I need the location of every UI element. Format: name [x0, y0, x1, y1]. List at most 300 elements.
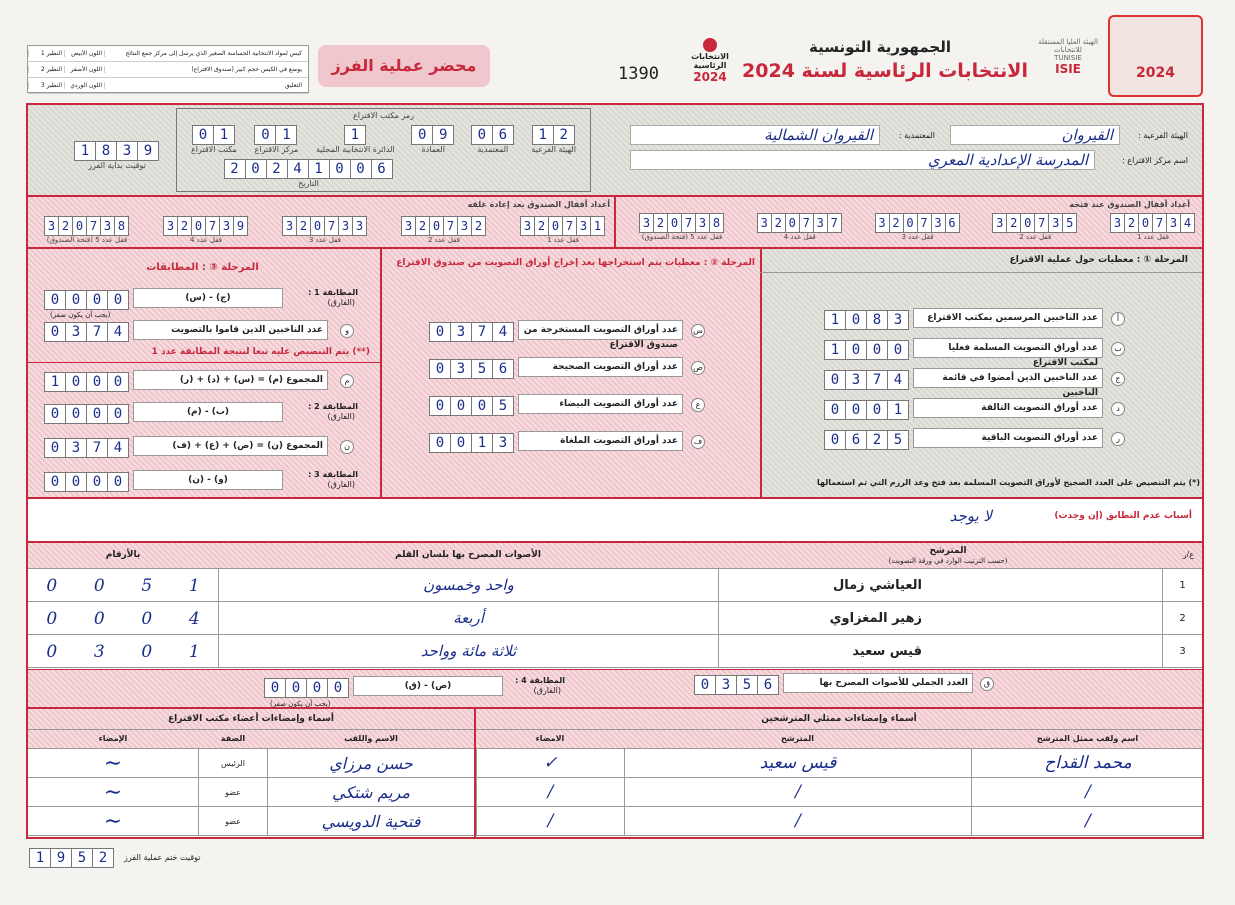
digit-box[interactable]: 1 [824, 310, 846, 330]
digit-box[interactable]: 9 [50, 848, 72, 868]
lock-field [521, 215, 605, 244]
total-digits [695, 674, 779, 695]
stage3-note: (**) يتم التنصيص عليه تبعا لنتيجة المطابقة عدد 1 [151, 347, 370, 357]
digit-box[interactable]: 2 [58, 216, 73, 236]
digit-box[interactable]: 3 [639, 213, 654, 233]
digit-box[interactable]: 3 [520, 216, 535, 236]
digit-box[interactable]: 5 [492, 396, 514, 416]
digit-box[interactable]: 0 [824, 430, 846, 450]
serial-number: 1390 [618, 64, 659, 84]
locks-after-title: أعداد أقفال الصندوق بعد إعادة غلقه [467, 200, 610, 209]
stage-row [430, 320, 710, 350]
digit-box[interactable]: 2 [296, 216, 311, 236]
digit-box[interactable]: 0 [845, 340, 867, 360]
digit-box[interactable]: 3 [1048, 213, 1063, 233]
stage-row-label: عدد أوراق التصويت البيضاء [518, 394, 683, 414]
digit-box[interactable]: 0 [824, 370, 846, 390]
digit-box[interactable]: 0 [429, 396, 451, 416]
digit-box[interactable]: 3 [100, 216, 115, 236]
lock-digits [993, 212, 1077, 231]
legend-row [28, 78, 308, 94]
m2-digits [45, 403, 129, 424]
digit-box[interactable]: 3 [219, 216, 234, 236]
cand-h-digits: بالأرقام [105, 550, 141, 560]
candidate-row [28, 569, 1202, 602]
digit-box[interactable]: 3 [450, 359, 472, 379]
digit-box[interactable]: 0 [65, 290, 87, 310]
center-row [630, 150, 1200, 172]
digit-box[interactable]: 0 [107, 372, 129, 392]
digit-box[interactable]: 2 [1006, 213, 1021, 233]
digit-box[interactable]: 3 [401, 216, 416, 236]
digits [695, 674, 779, 693]
rep-name: محمد القداح [971, 749, 1204, 778]
digit-box[interactable]: 0 [72, 216, 87, 236]
m3-digits [45, 471, 129, 492]
digit-box[interactable]: 0 [44, 290, 66, 310]
digit-box[interactable]: 0 [86, 404, 108, 424]
stage3-n [45, 436, 363, 458]
digit-box[interactable]: 0 [191, 216, 206, 236]
cand-h-name-sub: (حسب الترتيب الوارد في ورقة التصويت) [888, 557, 1008, 565]
digit-box[interactable]: 8 [95, 141, 117, 161]
member-role: الرئيس [198, 749, 268, 778]
digit-box[interactable]: 2 [889, 213, 904, 233]
n-letter: ن [340, 440, 354, 454]
stage2-title: المرحلة ② : معطيات يتم استخراجها بعد إخراج أوراق التصويت من صندوق الاقتراع [396, 258, 755, 268]
stage1-note: (*) يتم التنصيص على العدد الصحيح لأوراق التصويت المسلمة بعد فتح وعد الرزم التي تم استعمالها [816, 478, 1200, 487]
digit-box[interactable]: 1 [590, 216, 605, 236]
digit-box[interactable]: 0 [107, 472, 129, 492]
digit-box[interactable]: 0 [903, 213, 918, 233]
digit-box[interactable]: 2 [653, 213, 668, 233]
digit-box[interactable]: 2 [1124, 213, 1139, 233]
lock-digits [283, 215, 367, 234]
locks-after [45, 215, 605, 244]
legend-row [28, 62, 308, 78]
digit-box[interactable]: 0 [429, 433, 451, 453]
w-label: عدد الناخبين الذين قاموا بالتصويت [133, 320, 328, 340]
logo-text: الانتخابات الرئاسية [691, 52, 729, 70]
n-label: المجموع (ن) = (ص) + (ع) + (ف) [133, 436, 328, 456]
digit-box[interactable]: 2 [177, 216, 192, 236]
stage-row-label: عدد أوراق التصويت الباقية [913, 428, 1103, 448]
digit-box[interactable]: 6 [492, 125, 514, 145]
reps-title: أسماء وإمضاءات ممثلي المترشحين [476, 709, 1202, 729]
stage-row [825, 428, 1125, 450]
digit-box[interactable]: 7 [799, 213, 814, 233]
digit-box[interactable]: 6 [757, 675, 779, 695]
stage-row-letter: ر [1111, 432, 1125, 446]
lock-label: قفل عدد 1 [1136, 233, 1170, 241]
digit-box[interactable]: 3 [457, 216, 472, 236]
rep-row [476, 778, 1202, 807]
digit-box[interactable]: 2 [415, 216, 430, 236]
digit-box[interactable]: 6 [845, 430, 867, 450]
cand-h-name: المترشح [929, 546, 967, 556]
id-field-digits [412, 124, 454, 143]
m-label: المجموع (م) = (س) + (د) + (ر) [133, 370, 328, 390]
candidate-name: زهير المغزاوي [718, 602, 1162, 635]
digit-box[interactable]: 0 [107, 404, 129, 424]
lock-label: قفل عدد 2 [427, 236, 461, 244]
isie-logo [1038, 38, 1098, 93]
delegation-value: القيروان الشمالية [630, 125, 880, 145]
digit-box[interactable]: 7 [681, 213, 696, 233]
total-votes [695, 673, 995, 695]
digit-box[interactable]: 9 [137, 141, 159, 161]
m1-digits [45, 289, 129, 310]
digit-box[interactable]: 0 [845, 400, 867, 420]
digit-box[interactable]: 7 [324, 216, 339, 236]
digit-box[interactable]: 7 [471, 322, 493, 342]
digit-box[interactable]: 5 [887, 430, 909, 450]
digit-box[interactable]: 2 [771, 213, 786, 233]
digit-box[interactable]: 1 [887, 400, 909, 420]
lock-label: قفل عدد 5 (فتحة الصندوق) [641, 233, 723, 241]
digit-box[interactable]: 3 [695, 213, 710, 233]
digit-box[interactable]: 9 [432, 125, 454, 145]
lock-digits [45, 215, 129, 234]
digit-box[interactable]: 1 [471, 433, 493, 453]
digit-box[interactable]: 3 [1166, 213, 1181, 233]
digit-box[interactable]: 3 [492, 433, 514, 453]
id-field [316, 124, 395, 154]
digit-box[interactable]: 6 [371, 159, 393, 179]
reps-section [474, 709, 1202, 837]
digit-box[interactable]: 7 [1152, 213, 1167, 233]
id-field-digits [255, 124, 297, 143]
digit-box[interactable]: 1 [532, 125, 554, 145]
digits [45, 321, 129, 340]
stage-row-letter: ب [1111, 342, 1125, 356]
digit-box[interactable]: 7 [827, 213, 842, 233]
digit-box[interactable]: 3 [44, 216, 59, 236]
digit-box[interactable]: 0 [44, 472, 66, 492]
mem-h-name: الاسم واللقب [344, 734, 398, 743]
stage-row-digits [430, 395, 514, 416]
vote-digit: 4 [188, 608, 200, 629]
stage3-m2 [45, 402, 363, 424]
digit-box[interactable]: 4 [492, 322, 514, 342]
lock-label: قفل عدد 3 [308, 236, 342, 244]
m2-formula: (ب) - (م) [133, 402, 283, 422]
id-field [531, 124, 576, 154]
m4-sub: (الفارق) [533, 686, 561, 695]
start-time-digits [75, 140, 159, 159]
digit-box[interactable]: 2 [92, 848, 114, 868]
rep-name: / [971, 807, 1204, 836]
candidate-votes-words: أربعة [218, 602, 718, 635]
digit-box[interactable]: 3 [338, 216, 353, 236]
digit-box[interactable]: 0 [866, 340, 888, 360]
digit-box[interactable]: 0 [329, 159, 351, 179]
digit-box[interactable]: 3 [715, 675, 737, 695]
digit-box[interactable]: 0 [86, 372, 108, 392]
digit-box[interactable]: 3 [887, 310, 909, 330]
digit-box[interactable]: 1 [275, 125, 297, 145]
digit-box[interactable]: 0 [1020, 213, 1035, 233]
date-label: التاريخ [298, 179, 319, 188]
digit-box[interactable]: 0 [429, 216, 444, 236]
candidate-num: 2 [1162, 602, 1202, 635]
digit-box[interactable]: 0 [306, 678, 328, 698]
mismatch-label: أسباب عدم التطابق (إن وجدت) [1054, 511, 1192, 521]
digit-box[interactable]: 0 [86, 472, 108, 492]
digit-box[interactable]: 0 [192, 125, 214, 145]
digit-box[interactable]: 0 [107, 290, 129, 310]
digit-box[interactable]: 6 [945, 213, 960, 233]
digit-box[interactable]: 3 [163, 216, 178, 236]
rep-candidate: قيس سعيد [624, 749, 971, 778]
center-value: المدرسة الإعدادية المعري [630, 150, 1095, 170]
digit-box[interactable]: 5 [736, 675, 758, 695]
lock-label: قفل عدد 5 (فتحة الصندوق) [46, 236, 128, 244]
digit-box[interactable]: 8 [866, 310, 888, 330]
region-label: الهيئة الفرعية : [1138, 131, 1188, 140]
legend-desc: يوضع في الكيس حجم كبير (صندوق الاقتراع) [104, 66, 304, 73]
digit-box[interactable]: 3 [282, 216, 297, 236]
center-label: اسم مركز الاقتراع : [1122, 156, 1188, 165]
digit-box[interactable]: 0 [264, 678, 286, 698]
digit-box[interactable]: 4 [887, 370, 909, 390]
rep-signature: / [476, 807, 624, 836]
digit-box[interactable]: 2 [534, 216, 549, 236]
digit-box[interactable]: 0 [429, 359, 451, 379]
digit-box[interactable]: 3 [576, 216, 591, 236]
vote-digit: 1 [188, 641, 200, 662]
digit-box[interactable]: 3 [1110, 213, 1125, 233]
digit-box[interactable]: 8 [709, 213, 724, 233]
end-time-digits [30, 847, 114, 866]
vote-digit: 3 [93, 641, 105, 662]
vote-digit: 0 [93, 608, 105, 629]
digit-box[interactable]: 1 [29, 848, 51, 868]
digit-box[interactable]: 1 [74, 141, 96, 161]
digit-box[interactable]: 0 [327, 678, 349, 698]
digit-box[interactable]: 9 [233, 216, 248, 236]
candidate-row [28, 635, 1202, 668]
digit-box[interactable]: 3 [757, 213, 772, 233]
digit-box[interactable]: 0 [824, 400, 846, 420]
digit-box[interactable]: 1 [344, 125, 366, 145]
digit-box[interactable]: 3 [875, 213, 890, 233]
digit-box[interactable]: 7 [917, 213, 932, 233]
digit-box[interactable]: 4 [287, 159, 309, 179]
member-role: عضو [198, 807, 268, 836]
digit-box[interactable]: 5 [471, 359, 493, 379]
digit-box[interactable]: 0 [845, 310, 867, 330]
id-field [472, 124, 514, 154]
mismatch-row [28, 499, 1202, 541]
member-row [28, 749, 474, 778]
digit-box[interactable]: 0 [350, 159, 372, 179]
digit-box[interactable]: 2 [266, 159, 288, 179]
stage3-m3 [45, 470, 363, 492]
digit-box[interactable]: 0 [694, 675, 716, 695]
digit-box[interactable]: 0 [866, 400, 888, 420]
legend-color: اللون الأبيض [64, 50, 104, 57]
stage2-rows [430, 320, 710, 468]
mem-h-role: الصفة [220, 734, 246, 743]
lock-field [993, 212, 1077, 241]
stage3-m1 [45, 288, 363, 310]
digit-box[interactable]: 0 [285, 678, 307, 698]
digit-box[interactable]: 2 [224, 159, 246, 179]
member-role: عضو [198, 778, 268, 807]
id-field [191, 124, 237, 154]
end-time [30, 845, 201, 869]
digit-box[interactable]: 7 [86, 216, 101, 236]
digit-box[interactable]: 5 [71, 848, 93, 868]
digit-box[interactable]: 1 [824, 340, 846, 360]
digit-box[interactable]: 8 [114, 216, 129, 236]
digit-box[interactable]: 4 [107, 438, 129, 458]
digit-box[interactable]: 7 [866, 370, 888, 390]
digit-box[interactable]: 0 [1138, 213, 1153, 233]
digit-box[interactable]: 1 [213, 125, 235, 145]
candidate-votes-digits [28, 602, 218, 635]
republic-title: الجمهورية التونسية [809, 38, 951, 56]
candidates-table [28, 541, 1202, 669]
digit-box[interactable]: 0 [471, 125, 493, 145]
lock-digits [758, 212, 842, 231]
rep-row [476, 807, 1202, 836]
digit-box[interactable]: 0 [310, 216, 325, 236]
lock-field [640, 212, 724, 241]
form-title: محضر عملية الفرز [331, 56, 477, 75]
m2-label: المطابقة 2 : [308, 402, 358, 411]
stage3-title: المرحلة ③ : المطابقات [146, 262, 259, 273]
stage1-title: المرحلة ① : معطيات حول عملية الاقتراع [1009, 255, 1188, 265]
m4-zero-note: (يجب أن يكون صفر) [270, 700, 331, 708]
legend-desc: التعليق [104, 82, 304, 89]
digit-box[interactable]: 0 [450, 396, 472, 416]
id-field-label: العمادة [421, 145, 445, 154]
lock-digits [402, 215, 486, 234]
digit-box[interactable]: 3 [845, 370, 867, 390]
digit-box[interactable]: 0 [667, 213, 682, 233]
digit-box[interactable]: 3 [65, 322, 87, 342]
id-field-digits [345, 124, 366, 143]
date-digits [225, 158, 393, 177]
legend-desc: كيس لمواد الانتخابية الحساسة الصغير الذي يرسل إلى مركز جمع النتائج [104, 50, 304, 57]
digit-box[interactable]: 0 [65, 372, 87, 392]
stamp-year: 2024 [1136, 65, 1175, 81]
isie-tunisie: TUNISIE [1054, 54, 1082, 62]
stage-row-label: عدد أوراق التصويت الصحيحة [518, 357, 683, 377]
digit-box[interactable]: 0 [887, 340, 909, 360]
vote-digit: 0 [46, 608, 58, 629]
digit-box[interactable]: 0 [65, 404, 87, 424]
id-field-label: مكتب الاقتراع [191, 145, 237, 154]
stage-row-label: عدد أوراق التصويت المستخرجة من صندوق الاقتراع [518, 320, 683, 340]
mismatch-value: لا يوجد [949, 507, 992, 525]
rep-name: / [971, 778, 1204, 807]
rep-signature: ✓ [476, 749, 624, 778]
digit-box[interactable]: 3 [352, 216, 367, 236]
digit-box[interactable]: 0 [411, 125, 433, 145]
election-logo [680, 38, 740, 98]
digit-box[interactable]: 7 [86, 438, 108, 458]
digit-box[interactable]: 0 [65, 472, 87, 492]
lock-field [402, 215, 486, 244]
digit-box[interactable]: 3 [992, 213, 1007, 233]
w-digits [45, 321, 129, 342]
digit-box[interactable]: 4 [107, 322, 129, 342]
digit-box[interactable]: 3 [813, 213, 828, 233]
id-field [412, 124, 454, 154]
digit-box[interactable]: 0 [44, 438, 66, 458]
digit-box[interactable]: 7 [205, 216, 220, 236]
isie-text: ISIE [1055, 62, 1081, 76]
start-time-label: توقيت بداية الفرز [88, 161, 146, 170]
stage-row [430, 431, 710, 453]
digit-box[interactable]: 2 [866, 430, 888, 450]
locks-before-title: أعداد أقفال الصندوق عند فتحه [1069, 200, 1190, 209]
digit-box[interactable]: 1 [44, 372, 66, 392]
digit-box[interactable]: 0 [548, 216, 563, 236]
digit-box[interactable]: 0 [44, 322, 66, 342]
end-time-label: توقيت ختم عملية الفرز [124, 852, 201, 862]
rep-candidate: / [624, 807, 971, 836]
digit-box[interactable]: 0 [44, 404, 66, 424]
candidate-name: قيس سعيد [718, 635, 1162, 668]
digit-box[interactable]: 3 [931, 213, 946, 233]
reps-h-cand: المترشح [781, 734, 814, 743]
legend-color: اللون الوردي [64, 82, 104, 89]
digit-box[interactable]: 0 [429, 322, 451, 342]
digit-box[interactable]: 0 [86, 290, 108, 310]
digit-box[interactable]: 1 [308, 159, 330, 179]
id-field-digits [193, 124, 235, 143]
lock-digits [640, 212, 724, 231]
digit-box[interactable]: 0 [471, 396, 493, 416]
stage-row-label: عدد أوراق التصويت التالفة [913, 398, 1103, 418]
digit-box[interactable]: 7 [562, 216, 577, 236]
digit-box[interactable]: 4 [1180, 213, 1195, 233]
digit-box[interactable]: 7 [1034, 213, 1049, 233]
locks-before [640, 212, 1195, 241]
members-title: أسماء وإمضاءات أعضاء مكتب الاقتراع [28, 709, 474, 729]
digits [265, 677, 349, 696]
digit-box[interactable]: 7 [86, 322, 108, 342]
stage-row-letter: د [1111, 402, 1125, 416]
stage-row-letter: أ [1111, 312, 1125, 326]
m-digits [45, 371, 129, 392]
digit-box[interactable]: 3 [450, 322, 472, 342]
digit-box[interactable]: 5 [1062, 213, 1077, 233]
digit-box[interactable]: 6 [492, 359, 514, 379]
digit-box[interactable]: 2 [553, 125, 575, 145]
digit-box[interactable]: 3 [65, 438, 87, 458]
m-letter: م [340, 374, 354, 388]
stage-row-digits [825, 339, 909, 360]
candidate-row [28, 602, 1202, 635]
digit-box[interactable]: 0 [254, 125, 276, 145]
digit-box[interactable]: 3 [116, 141, 138, 161]
legend-num: النظير 2 [28, 66, 64, 73]
digit-box[interactable]: 0 [245, 159, 267, 179]
isie-ar: الهيئة العليا المستقلة للانتخابات [1038, 38, 1098, 54]
stage-row-label: عدد الناخبين الذين أمضوا في قائمة الناخبين [913, 368, 1103, 388]
member-name: مريم شتكي [332, 783, 410, 802]
region-row [630, 125, 1200, 147]
digit-box[interactable]: 0 [450, 433, 472, 453]
digit-box[interactable]: 7 [443, 216, 458, 236]
digit-box[interactable]: 2 [471, 216, 486, 236]
digit-box[interactable]: 0 [785, 213, 800, 233]
